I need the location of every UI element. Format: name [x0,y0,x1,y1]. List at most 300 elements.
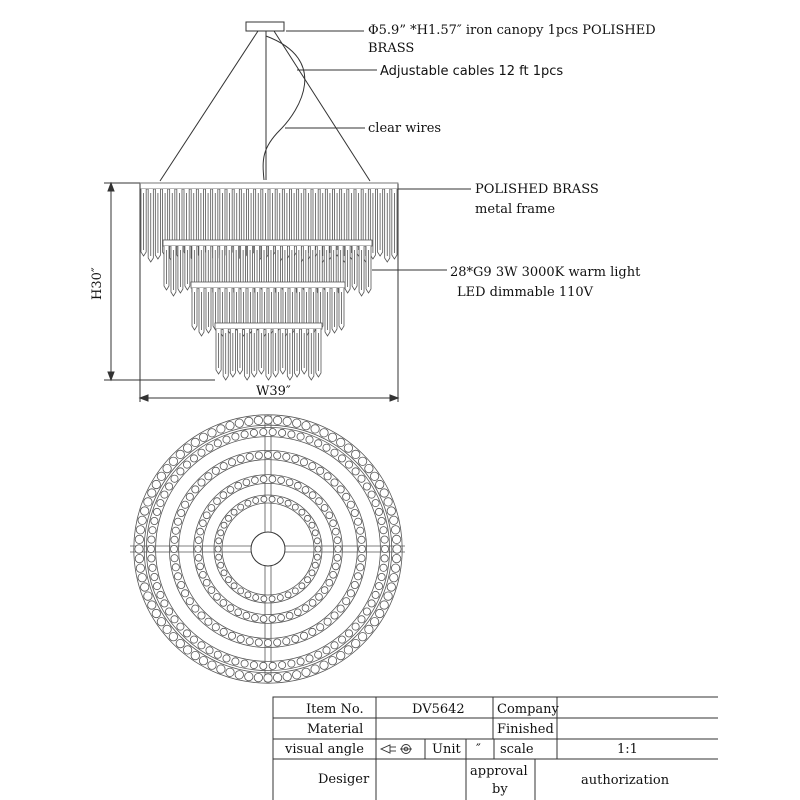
crystal-bead [255,452,262,459]
crystal-bead [331,479,338,486]
crystal-bead [255,639,262,646]
crystal-bead [252,477,259,484]
crystal-bead [215,546,221,552]
crystal-bead [378,517,385,524]
crystal-bead [152,609,160,617]
crystal-bead [358,457,366,465]
crystal-bead [347,501,354,508]
crystal-bead [323,444,330,451]
wires-callout: clear wires [368,121,442,136]
crystal-bead [245,417,253,425]
crystal-bead [252,614,259,621]
crystal-bead [292,504,298,510]
tier-frame [140,183,398,189]
crystal-bead [326,512,333,519]
crystal-bead [283,453,290,460]
crystal-bead [254,416,262,424]
crystal-bead [206,647,213,654]
crystal-bead [331,449,338,456]
crystal-bead [135,535,143,543]
crystal-bead [183,646,191,654]
crystal-bead [357,527,364,534]
plan-center-hub [251,532,285,566]
crystal-bead [245,500,251,506]
crystal-bead [157,591,164,598]
crystal-bead [297,658,304,665]
crystal-bead [300,459,307,466]
crystal-bead [212,467,219,474]
scale-value: 1:1 [617,742,638,757]
crystal-bead [171,555,178,562]
crystal-bead [148,536,155,543]
crystal-bead [151,573,158,580]
crystal-bead [337,486,344,493]
crystal-bead [221,570,227,576]
crystal-bead [309,463,316,470]
crystal-bead [384,592,392,600]
crystal-bead [216,554,222,560]
crystal-bead [269,662,276,669]
crystal-bead [260,476,267,483]
crystal-bead [293,671,301,679]
tier-frame [191,282,345,288]
crystal-bead [279,429,286,436]
crystal-bead [136,564,144,572]
crystal-bead [220,463,227,470]
crystal-bead [220,492,227,499]
crystal-bead [261,596,267,602]
crystal-bead [157,472,165,480]
crystal-bead [205,473,212,480]
crystal-bead [392,554,400,562]
crystal-bead [352,450,360,458]
crystal-bead [380,527,387,534]
crystal-bead [182,501,189,508]
crystal-bead [320,661,328,669]
crystal-bead [214,440,221,447]
crystal-bead [323,647,330,654]
crystal-bead [235,482,242,489]
crystal-bead [283,417,291,425]
crystal-bead [294,482,301,489]
crystal-bead [312,530,318,536]
elevation-tiers [140,183,398,380]
crystal-bead [358,536,365,543]
crystal-bead [302,422,310,430]
crystal-bead [368,600,375,607]
crystal-bead [231,583,237,589]
crystal-bead [243,479,250,486]
crystal-bead [246,638,253,645]
crystal-bead [352,468,359,475]
crystal-bead [147,545,154,552]
crystal-bead [299,509,305,515]
crystal-bead [278,614,285,621]
crystal-bead [238,504,244,510]
crystal-bead [315,440,322,447]
crystal-bead [191,438,199,446]
crystal-bead [174,573,181,580]
crystal-bead [221,522,227,528]
crystal-bead [297,433,304,440]
tier-frame [163,240,372,246]
crystal-bead [176,450,184,458]
crystal-bead [312,562,318,568]
crystal-bead [157,618,165,626]
crystal-bead [226,422,234,430]
crystal-bead [241,431,248,438]
crystal-bead [170,545,177,552]
crystal-bead [153,508,160,515]
crystal-bead [321,587,328,594]
light-callout-line1: 28*G9 3W 3000K warm light [450,265,641,280]
crystal-bead [358,555,365,562]
crystal-bead [148,601,156,609]
crystal-bead [243,612,250,619]
crystal-bead [206,444,213,451]
crystal-bead [198,479,205,486]
canopy-and-cables [160,22,370,181]
callouts [368,23,656,300]
crystal-bead [151,517,158,524]
crystal-bead [197,528,204,535]
crystal-bead [232,658,239,665]
crystal-bead [203,512,210,519]
crystal-bead [135,545,143,553]
scale-label: scale [500,742,534,757]
crystal-bead [332,563,339,570]
canopy-callout-line1: Φ5.9” *H1.57″ iron canopy 1pcs POLISHED [368,23,656,38]
unit-label: Unit [432,742,461,757]
crystal-bead [235,671,243,679]
crystal-bead [195,537,202,544]
crystal-bead [200,571,207,578]
crystal-bead [178,581,185,588]
crystal-bead [309,570,315,576]
visual-angle-label: visual angle [285,742,364,757]
crystal-bead [153,583,160,590]
crystal-bead [191,651,199,659]
crystal-bead [321,505,328,512]
crystal-bead [238,588,244,594]
crystal-bead [232,433,239,440]
crystal-bead [260,429,267,436]
crystal-bead [231,509,237,515]
crystal-bead [391,564,399,572]
crystal-bead [190,636,197,643]
crystal-bead [358,545,365,552]
crystal-bead [314,538,320,544]
crystal-bead [358,633,366,641]
crystal-bead [148,489,156,497]
crystal-bead [212,624,219,631]
crystal-bead [344,646,352,654]
crystal-bead [226,577,232,583]
crystal-bead [365,464,373,472]
crystal-bead [315,651,322,658]
cable-left [160,31,258,181]
crystal-bead [190,455,197,462]
crystal-bead [311,425,319,433]
crystal-bead [357,564,364,571]
crystal-bead [208,505,215,512]
crystal-bead [163,464,171,472]
crystal-bead [380,601,388,609]
crystal-bead [205,618,212,625]
crystal-bead [309,492,316,499]
canopy-callout-line2: BRASS [368,41,415,56]
crystal-bead [315,546,321,552]
crystal-bead [328,433,336,441]
crystal-bead [186,598,193,605]
crystal-bead [332,528,339,535]
crystal-bead [228,459,235,466]
crystal-bead [309,522,315,528]
crystal-bead [264,451,271,458]
crystal-bead [199,433,207,441]
crystal-bead [152,480,160,488]
crystal-bead [198,612,205,619]
crystal-bead [309,628,316,635]
crystal-bead [279,662,286,669]
crystal-bead [138,574,146,582]
crystal-bead [195,546,202,553]
crystal-bead [264,416,272,424]
crystal-bead [246,453,253,460]
crystal-bead [306,436,313,443]
crystal-bead [292,588,298,594]
crystal-bead [237,455,244,462]
crystal-bead [223,436,230,443]
crystal-bead [352,623,359,630]
crystal-bead [274,452,281,459]
crystal-bead [286,479,293,486]
light-callout-line2: LED dimmable 110V [457,285,594,300]
item-no-value: DV5642 [412,702,465,717]
crystal-bead [302,605,309,612]
crystal-bead [324,618,331,625]
crystal-bead [351,509,358,516]
crystal-bead [286,612,293,619]
crystal-bead [269,429,276,436]
crystal-bead [254,673,262,681]
crystal-bead [317,467,324,474]
crystal-bead [227,487,234,494]
crystal-bead [390,574,398,582]
crystal-bead [352,639,360,647]
crystal-bead [149,527,156,534]
crystal-bead [337,438,345,446]
crystal-bead [285,500,291,506]
crystal-bead [178,509,185,516]
crystal-bead [326,579,333,586]
crystal-bead [334,554,341,561]
crystal-bead [316,498,323,505]
crystal-bead [174,518,181,525]
crystal-bead [138,516,146,524]
crystal-bead [245,592,251,598]
crystal-bead [141,507,149,515]
crystal-bead [199,657,207,665]
crystal-bead [293,419,301,427]
crystal-bead [260,662,267,669]
crystal-bead [135,554,143,562]
crystal-bead [273,416,281,424]
crystal-bead [365,625,373,633]
title-block-text [284,702,670,797]
crystal-bead [288,431,295,438]
crystal-bead [169,633,177,641]
crystal-bead [166,483,173,490]
crystal-bead [172,564,179,571]
crystal-bead [197,563,204,570]
crystal-bead [376,480,384,488]
crystal-bead [380,489,388,497]
crystal-bead [195,554,202,561]
crystal-bead [392,535,400,543]
crystal-bead [363,608,370,615]
crystal-bead [309,600,316,607]
crystal-bead [274,639,281,646]
unit-value: ″ [476,742,481,757]
crystal-bead [235,419,243,427]
crystal-bead [208,429,216,437]
crystal-bead [351,581,358,588]
crystal-bead [354,518,361,525]
crystal-bead [218,530,224,536]
crystal-bead [177,468,184,475]
crystal-bead [381,545,388,552]
crystal-bead [278,477,285,484]
crystal-bead [368,491,375,498]
crystal-bead [245,672,253,680]
crystal-bead [217,425,225,433]
finished-label: Finished [497,722,554,737]
crystal-bead [292,635,299,642]
crystal-bead [161,600,168,607]
crystal-bead [277,595,283,601]
frame-callout-line2: metal frame [475,202,556,217]
crystal-bead [300,632,307,639]
crystal-bead [324,473,331,480]
crystal-bead [228,632,235,639]
crystal-bead [330,520,337,527]
crystal-bead [358,616,365,623]
visual-angle-icon [381,745,412,754]
approval-label-line1: approval [470,764,528,779]
crystal-bead [192,486,199,493]
crystal-bead [375,583,382,590]
crystal-bead [264,674,272,682]
crystal-bead [169,457,177,465]
crystal-bead [161,491,168,498]
crystal-bead [217,665,225,673]
crystal-bead [302,668,310,676]
crystal-bead [372,500,379,507]
crystal-bead [171,536,178,543]
crystal-bead [331,642,338,649]
crystal-bead [269,616,276,623]
crystal-bead [370,618,378,626]
crystal-bead [198,642,205,649]
crystal-bead [345,461,352,468]
crystal-bead [288,660,295,667]
crystal-bead [375,508,382,515]
crystal-bead [220,600,227,607]
crystal-bead [358,475,365,482]
crystal-bead [171,475,178,482]
crystal-bead [384,498,392,506]
crystal-bead [260,616,267,623]
crystal-bead [182,590,189,597]
crystal-bead [183,461,190,468]
authorization-label: authorization [581,773,670,788]
approval-label-line2: by [492,782,508,797]
crystal-bead [157,500,164,507]
crystal-bead [177,623,184,630]
crystal-bead [192,605,199,612]
crystal-bead [144,498,152,506]
crystal-bead [372,591,379,598]
item-no-label: Item No. [306,702,364,717]
crystal-bead [250,662,257,669]
crystal-bead [390,516,398,524]
crystal-bead [305,577,311,583]
crystal-bead [273,673,281,681]
crystal-bead [208,587,215,594]
crystal-bead [283,638,290,645]
designer-label: Desiger [318,772,370,787]
crystal-bead [183,630,190,637]
crystal-bead [345,630,352,637]
crystal-bead [149,564,156,571]
cables-callout: Adjustable cables 12 ft 1pcs [380,64,564,79]
crystal-bead [186,493,193,500]
crystal-bead [393,545,401,553]
crystal-bead [381,536,388,543]
crystal-bead [253,498,259,504]
crystal-bead [269,476,276,483]
frame-callout-line1: POLISHED BRASS [475,182,599,197]
crystal-bead [166,608,173,615]
crystal-bead [141,583,149,591]
crystal-bead [334,537,341,544]
crystal-bead [311,665,319,673]
crystal-bead [331,612,338,619]
crystal-bead [330,571,337,578]
company-label: Company [497,702,559,717]
crystal-bead [220,628,227,635]
crystal-bead [292,455,299,462]
crystal-bead [347,590,354,597]
crystal-bead [381,555,388,562]
crystal-bead [218,562,224,568]
crystal-bead [203,579,210,586]
height-dimension: H30″ [90,267,105,300]
crystal-bead [380,564,387,571]
crystal-bead [387,507,395,515]
crystal-bead [354,573,361,580]
crystal-bead [250,429,257,436]
crystal-bead [148,555,155,562]
crystal-bead [226,668,234,676]
crystal-bead [391,526,399,534]
crystal-bead [387,583,395,591]
plan-view [130,415,405,683]
crystal-bead [337,651,345,659]
cable-right [274,31,370,181]
crystal-bead [136,526,144,534]
